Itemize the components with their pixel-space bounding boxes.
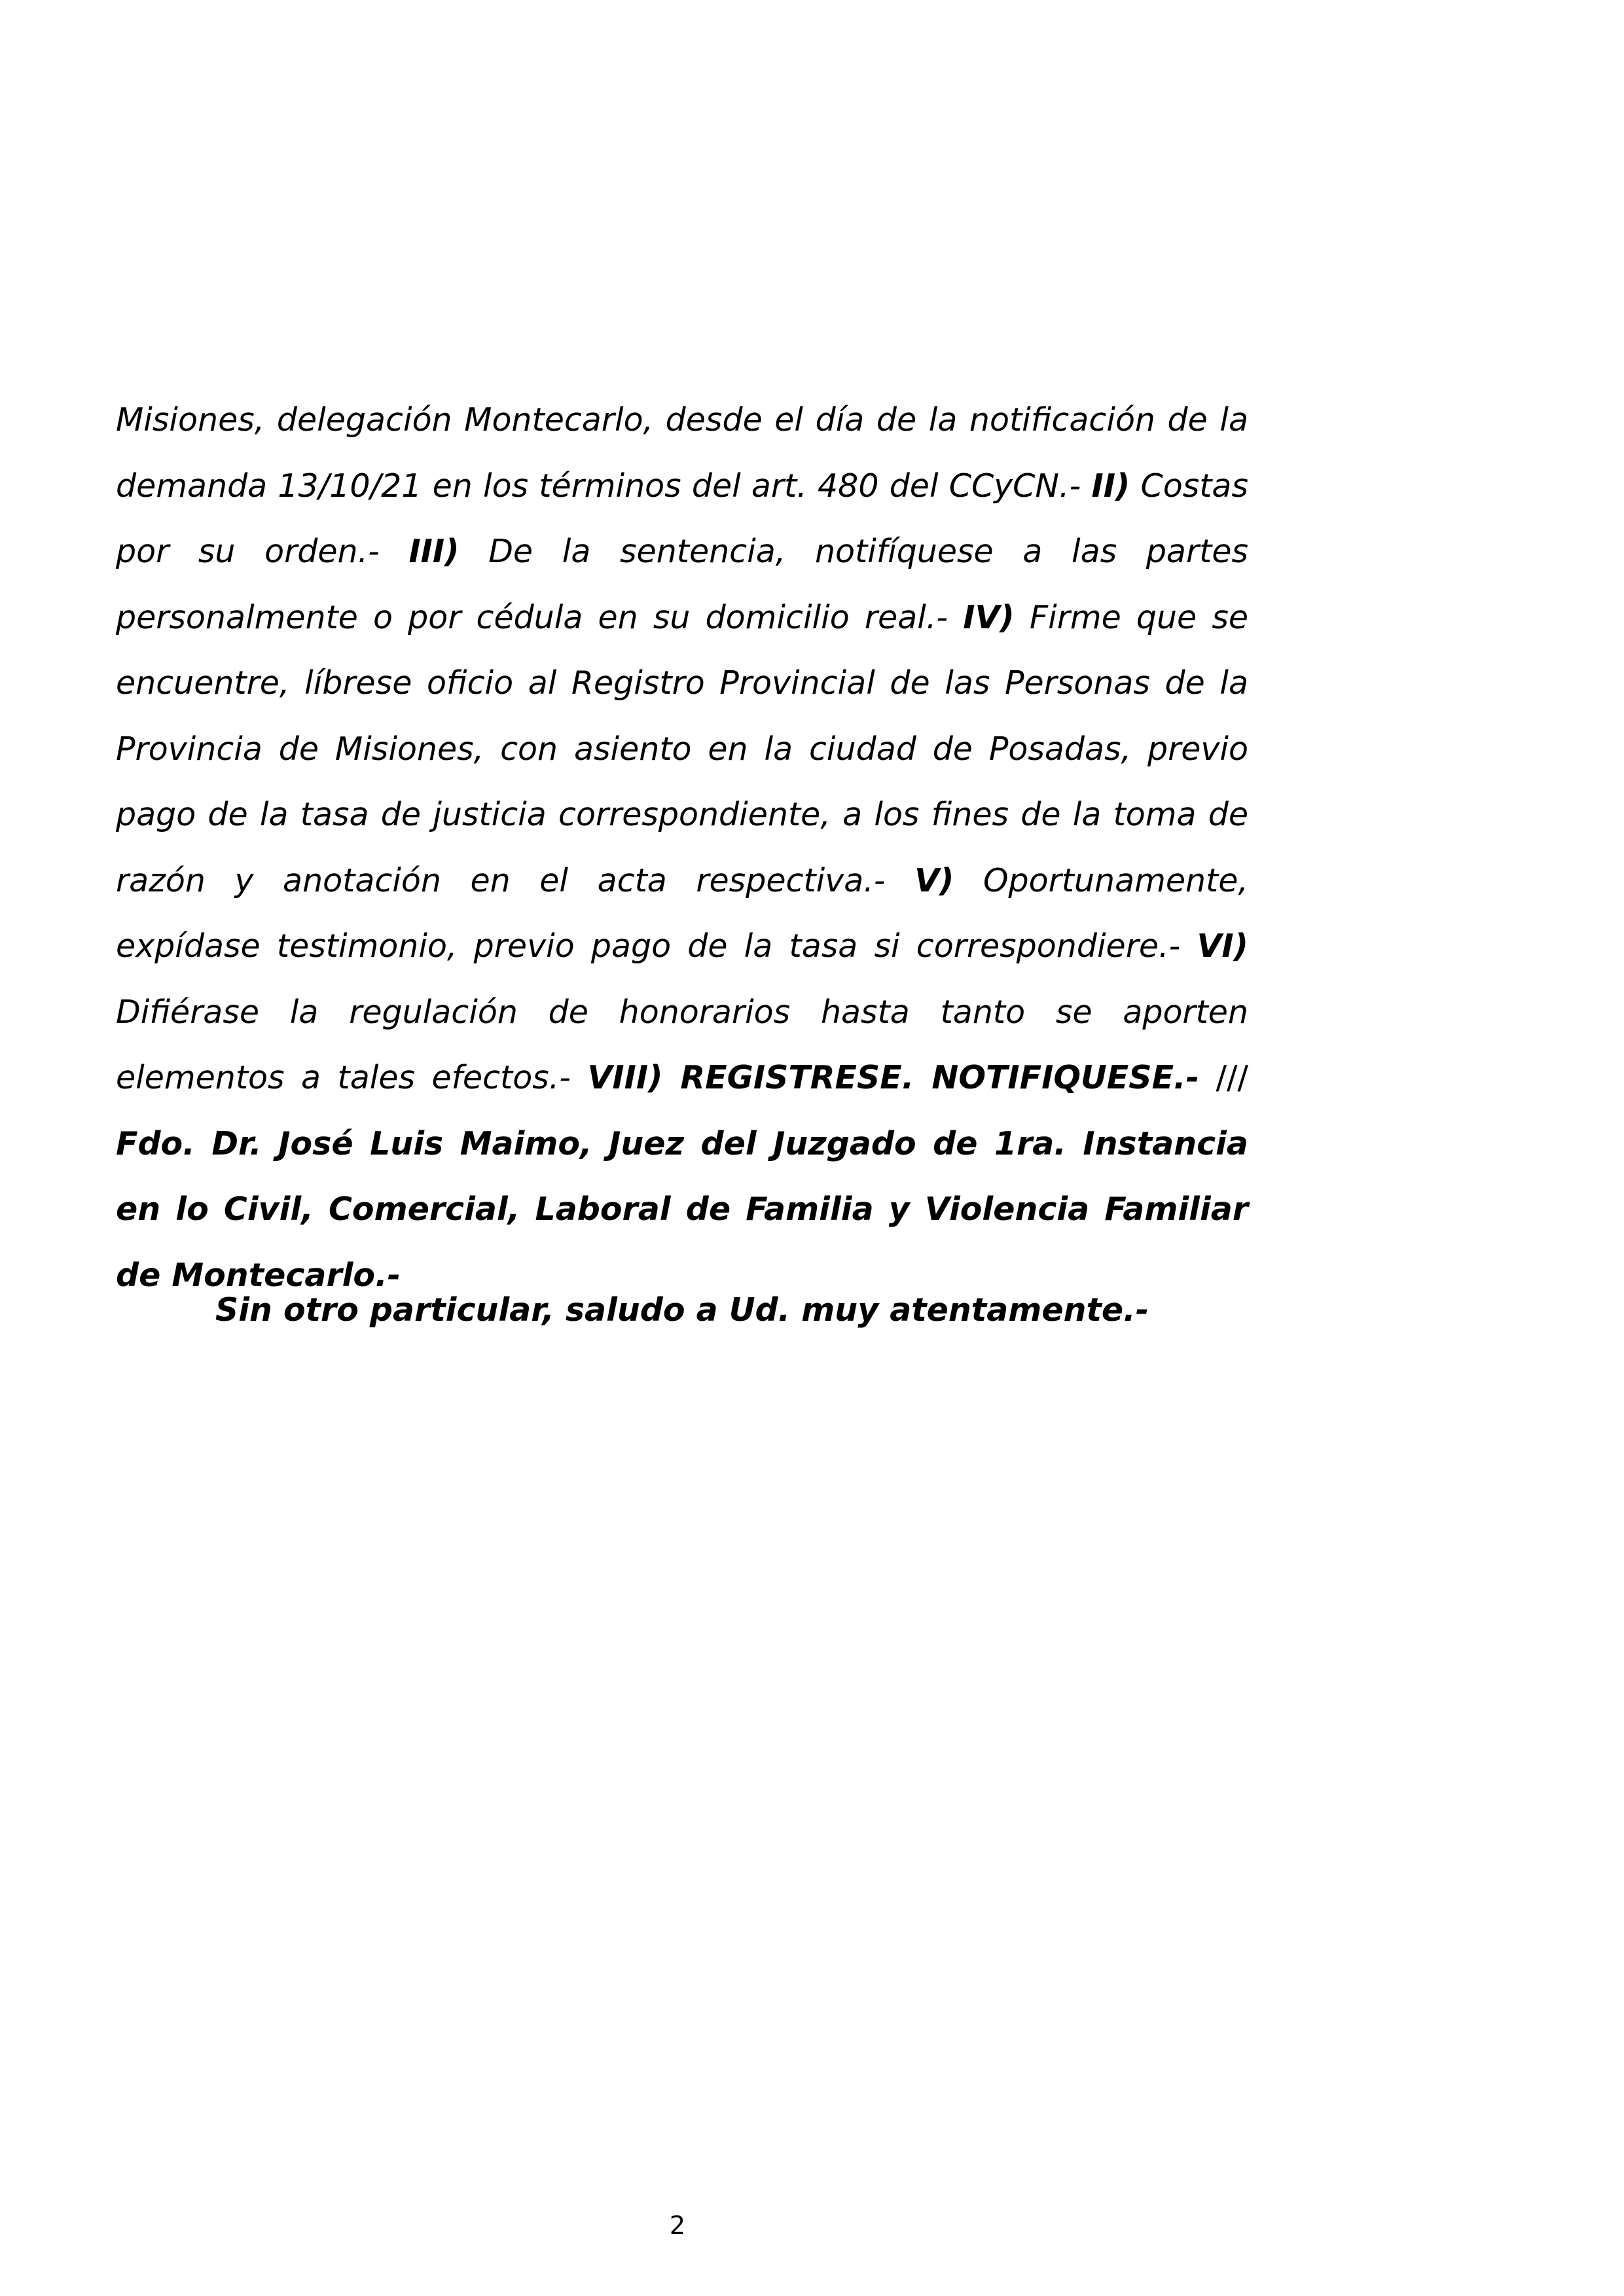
section-marker-ii: II) (1091, 467, 1130, 505)
resolution-paragraph (116, 387, 1248, 1308)
text-segment: De la sentencia, notifíquese a las partes personalmente o por cédula en su domicilio real.- (116, 533, 1248, 636)
page-number: 2 (669, 2211, 686, 2240)
closing-line: Sin otro particular, saludo a Ud. muy atentamente.- (215, 1291, 1149, 1329)
text-segment: Difiérase la regulación de honorarios hasta tanto se aporten elementos a tales efectos.- (116, 993, 1248, 1096)
section-marker-iii: III) (408, 533, 460, 570)
judge-signature: Fdo. Dr. José Luis Maimo, Juez del Juzgado de 1ra. Instancia en lo Civil, Comercial, Laboral de Familia y Violencia Familiar de Montecarlo.- (116, 1124, 1248, 1294)
section-marker-v: V) (914, 861, 954, 899)
text-segment: Firme que se encuentre, líbrese oficio al Registro Provincial de las Personas de la Provincia de Misiones, con asiento en la ciudad de Posadas, previo pago de la tasa de justicia correspondiente, a los fines de la toma de razón y anotación en el acta respectiva.- (116, 598, 1249, 899)
section-marker-iv: IV) (963, 598, 1015, 636)
text-segment: Misiones, delegación Montecarlo, desde el día de la notificación de la demanda 13/10/21 en los términos del art. 480 del CCyCN.- (116, 401, 1248, 505)
section-marker-vi: VI) (1197, 927, 1248, 965)
text-segment: Oportunamente, expídase testimonio, previo pago de la tasa si correspondiere.- (116, 861, 1248, 965)
section-marker-viii: VIII) REGISTRESE. NOTIFIQUESE.- (587, 1059, 1199, 1096)
text-segment: Costas por su orden.- (116, 467, 1248, 570)
separator: /// (1199, 1059, 1248, 1096)
